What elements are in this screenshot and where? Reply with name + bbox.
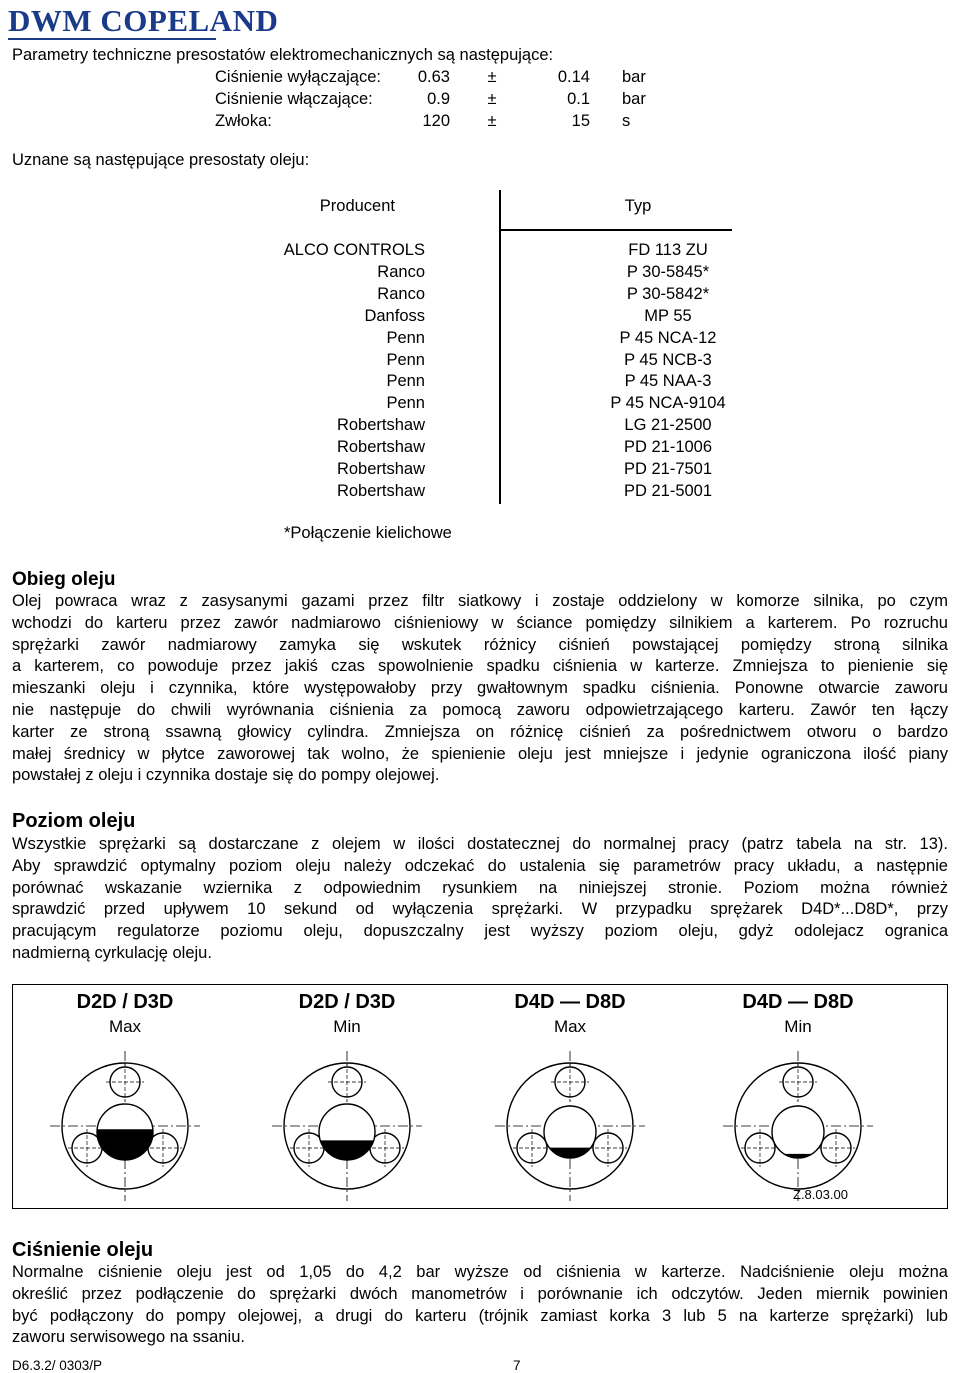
text-line: mieszanki oleju i czynnika, które występowałoby przy gwałtownym spadku ciśnienia. Ponowne otwarcie zaworu	[12, 679, 948, 698]
company-logo: DWM COPELAND	[8, 3, 279, 38]
param-unit: bar	[622, 90, 646, 108]
text-line: Aby sprawdzić optymalny poziom oleju należy odczekać do ustalenia się parametrów pracy układu, a następnie	[12, 856, 948, 875]
text-line: sprężarki zawór nadmiarowy zamyka się wskutek różnicy ciśnień powstającej pomiędzy stroną silnika	[12, 635, 948, 654]
footer-page-number: 7	[513, 1358, 521, 1373]
switch-producer: Penn	[386, 394, 425, 413]
param-label: Zwłoka:	[215, 112, 272, 130]
diagram-title: D2D / D3D	[76, 991, 174, 1013]
diagram-level-label: Min	[784, 1017, 812, 1036]
switch-type: P 30-5842*	[626, 284, 710, 303]
text-line: pracującym regulatorze poziomu oleju, dopuszczalny jest wyższy poziom oleju, gdyż odolejacz ogranica	[12, 922, 948, 941]
footer-doc-id: D6.3.2/ 0303/P	[12, 1358, 103, 1373]
section-title-oil-level: Poziom oleju	[12, 810, 136, 832]
switch-type: P 45 NCB-3	[624, 350, 712, 369]
oil-level-fill	[784, 1154, 812, 1158]
switch-producer: Penn	[386, 350, 425, 369]
text-line: powstałej z oleju i czynnika dostaje się do pompy olejowej.	[12, 766, 440, 785]
param-label: Ciśnienie wyłączające:	[215, 68, 381, 86]
section-title-oil-pressure: Ciśnienie oleju	[12, 1239, 154, 1261]
switch-producer: Ranco	[377, 262, 425, 281]
switch-type: P 45 NCA-12	[619, 328, 717, 347]
text-line: karter ze stroną ssawną głowicy cylindra. Zmniejsza on różnicę ciśnień za pośrednictwem otworu o bardzo	[12, 722, 948, 741]
oil-level-fill	[97, 1129, 153, 1160]
table-header-rule	[500, 229, 732, 231]
switch-type: P 30-5845*	[626, 262, 710, 281]
section-title-oil-circulation: Obieg oleju	[12, 569, 116, 590]
switch-type: PD 21-7501	[623, 460, 713, 478]
switch-producer: Ranco	[377, 284, 425, 303]
sight-glass	[772, 1106, 824, 1158]
param-pm: ±	[487, 112, 497, 130]
logo-underline	[8, 38, 216, 40]
diagram-level-label: Max	[108, 1017, 142, 1036]
switch-producer: Robertshaw	[336, 438, 425, 457]
text-line: Wszystkie sprężarki są dostarczane z olejem w ilości dostatecznej do normalnej pracy (patrz tabela na str. 13).	[12, 835, 948, 853]
param-tol: 0.1	[567, 90, 590, 108]
text-line: Olej powraca wraz z zasysanymi gazami przez filtr siatkowy i zostaje oddzielony w komorze silnika, po czym	[12, 592, 948, 610]
diagram-level-label: Max	[553, 1017, 587, 1036]
text-line: zaworu serwisowego na ssaniu.	[12, 1328, 245, 1347]
switch-type: MP 55	[644, 306, 692, 325]
footnote: *Połączenie kielichowe	[284, 524, 452, 542]
switch-type: PD 21-5001	[623, 481, 713, 500]
switch-producer: ALCO CONTROLS	[283, 241, 425, 259]
diagram-title: D2D / D3D	[298, 991, 396, 1013]
switch-producer: Robertshaw	[336, 460, 425, 478]
text-line: porównać wskazanie wziernika z odpowiednim rysunkiem na niniejszej stronie. Poziom można również	[12, 878, 948, 897]
switch-type: PD 21-1006	[623, 438, 713, 457]
param-tol: 15	[571, 112, 590, 130]
param-value: 120	[422, 112, 450, 130]
param-value: 0.9	[427, 90, 450, 108]
switch-producer: Robertshaw	[336, 416, 425, 435]
text-line: wchodzi do karteru przez zawór nadmiarowo ciśnieniowy w ściance pomiędzy silnikiem a karterem. Po rozruchu	[12, 613, 948, 632]
switch-type: P 45 NCA-9104	[610, 394, 726, 413]
param-unit: bar	[622, 68, 646, 86]
text-line: a karterem, co powoduje przez jakiś czas spowolnienie spadku ciśnienia w karterze. Zmniejsza to pienienie się	[12, 657, 948, 676]
figure-code: Z.8.03.00	[793, 1187, 848, 1202]
oil-pressure-text	[12, 1262, 948, 1349]
param-unit: s	[622, 112, 631, 130]
text-line: nadmierną cyrkulację oleju.	[12, 943, 212, 962]
text-line: Normalne ciśnienie oleju jest od 1,05 do 4,2 bar wyższe od ciśnienia w karterze. Nadciśnienie oleju można	[12, 1263, 948, 1281]
oil-level-fill	[549, 1148, 591, 1158]
diagram-title: D4D — D8D	[514, 991, 626, 1013]
param-label: Ciśnienie włączające:	[215, 90, 373, 108]
oil-level-fill	[320, 1140, 373, 1160]
switch-producer: Robertshaw	[336, 481, 425, 500]
text-line: być podłączony do pompy olejowej, a drugi do karteru (trójnik zamiast korka 3 lub 5 na karterze sprężarki) lub	[12, 1306, 948, 1325]
text-line: nie następuje do chwili wyrównania ciśnienia za pomocą zaworu odpowietrzającego karteru. Zawór ten łączy	[12, 700, 948, 719]
diagram-title: D4D — D8D	[742, 991, 854, 1013]
oil-circulation-text	[12, 591, 948, 787]
oil-level-text	[12, 834, 948, 965]
params-intro: Parametry techniczne presostatów elektromechanicznych są następujące:	[12, 46, 554, 64]
text-line: małej średnicy w płytce zaworowej tak wolno, że spienienie oleju jest mniejsze i jedynie ograniczona ilość piany	[12, 744, 948, 763]
param-tol: 0.14	[557, 68, 590, 86]
switches-intro: Uznane są następujące presostaty oleju:	[12, 151, 310, 169]
switch-type: LG 21-2500	[624, 416, 712, 435]
col-producer-header: Producent	[319, 197, 395, 215]
switch-type: FD 113 ZU	[628, 241, 708, 259]
switch-producer: Danfoss	[364, 306, 425, 325]
param-value: 0.63	[417, 68, 450, 86]
diagram-level-label: Min	[333, 1017, 361, 1036]
text-line: określić przez podłączenie do sprężarki dwóch manometrów i porównanie ich odczytów. Jeden miernik powinien	[12, 1284, 948, 1303]
param-pm: ±	[487, 90, 497, 108]
sight-glass-diagram-box	[12, 984, 948, 1209]
switch-producer: Penn	[386, 372, 425, 391]
text-line: sprawdzić przed upływem 10 sekund od wyłączenia sprężarki. W przypadku sprężarek D4D*...D8D*, przy	[12, 900, 948, 919]
col-type-header: Typ	[624, 197, 652, 215]
switch-type: P 45 NAA-3	[624, 372, 712, 391]
switch-producer: Penn	[386, 328, 425, 347]
param-pm: ±	[487, 68, 497, 86]
table-vertical-rule	[499, 190, 501, 504]
